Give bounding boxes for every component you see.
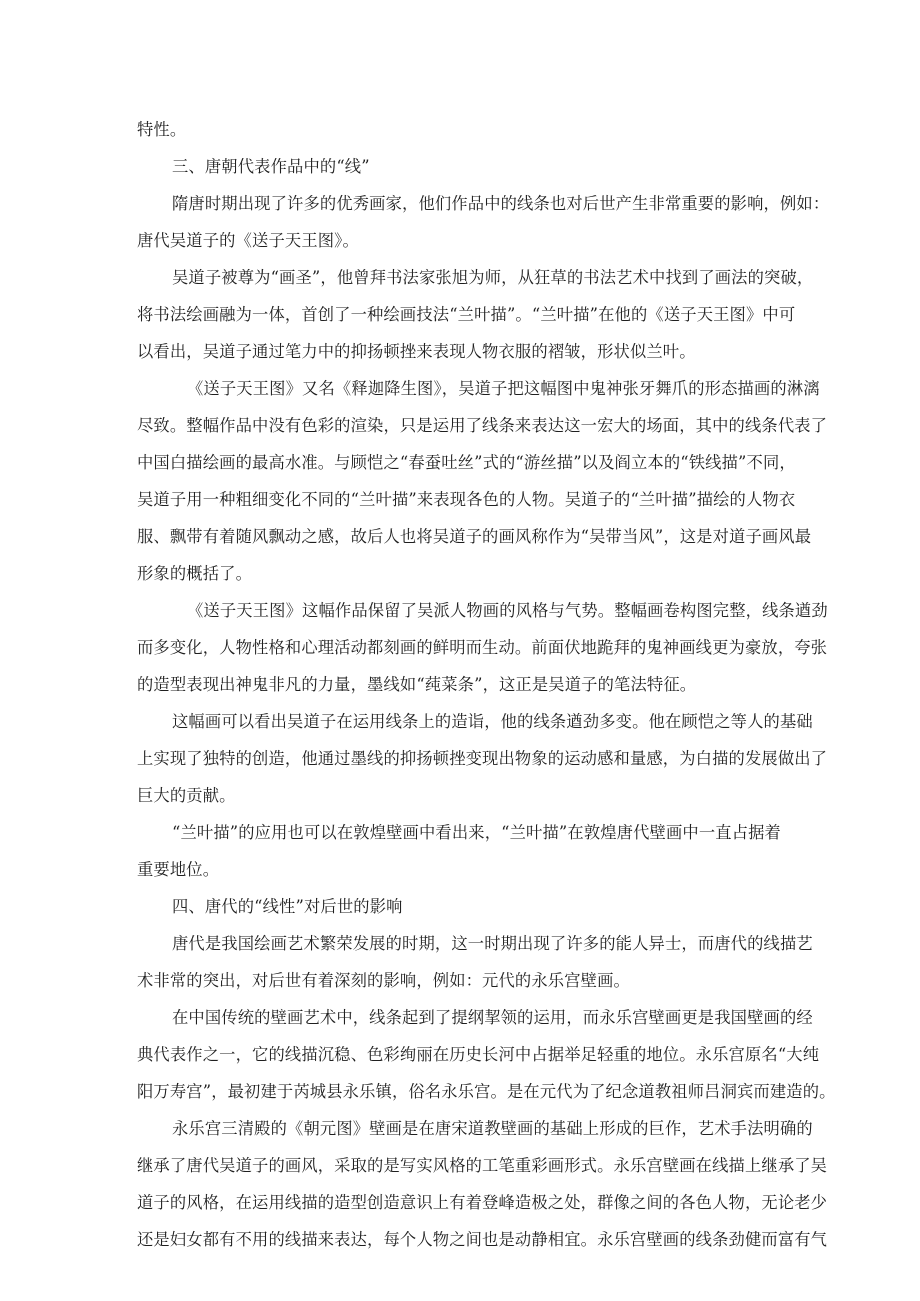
document-page: [137, 0, 836, 1301]
paragraph-line: 唐代吴道子的《送子天王图》。: [137, 231, 359, 250]
paragraph-line: 道子的风格，在运用线描的造型创造意识上有着登峰造极之处，群像之间的各色人物，无论老少: [137, 1193, 828, 1212]
paragraph-line: 典代表作之一，它的线描沉稳、色彩绚丽在历史长河中占据举足轻重的地位。永乐宫原名“大纯: [137, 1045, 820, 1064]
paragraph-line: 阳万寿宫”，最初建于芮城县永乐镇，俗名永乐宫。是在元代为了纪念道教祖师吕洞宾而建造的。: [137, 1082, 836, 1101]
paragraph-line: 而多变化，人物性格和心理活动都刻画的鲜明而生动。前面伏地跪拜的鬼神画线更为豪放，夸张: [137, 638, 828, 657]
paragraph-line: 形象的概括了。: [137, 564, 253, 583]
paragraph-line: 以看出，吴道子通过笔力中的抑扬顿挫来表现人物衣服的褶皱，形状似兰叶。: [137, 342, 696, 361]
section-heading-3: 三、唐朝代表作品中的“线”: [172, 157, 370, 176]
paragraph-line: 将书法绘画融为一体，首创了一种绘画技法“兰叶描”。“兰叶描”在他的《送子天王图》中可: [137, 305, 796, 324]
paragraph-line: 唐代是我国绘画艺术繁荣发展的时期，这一时期出现了许多的能人异士，而唐代的线描艺: [172, 934, 813, 953]
paragraph-line: “兰叶描”的应用也可以在敦煌壁画中看出来，“兰叶描”在敦煌唐代壁画中一直占据着: [172, 823, 781, 842]
paragraph-line: 重要地位。: [137, 860, 220, 879]
paragraph-line: 尽致。整幅作品中没有色彩的渲染，只是运用了线条来表达这一宏大的场面，其中的线条代表了: [137, 416, 828, 435]
paragraph-line: 中国白描绘画的最高水准。与顾恺之“春蚕吐丝”式的“游丝描”以及阎立本的“铁线描”不同，: [137, 453, 796, 472]
paragraph-line: 《送子天王图》这幅作品保留了吴派人物画的风格与气势。整幅画卷构图完整，线条遒劲: [187, 601, 828, 620]
paragraph-line: 《送子天王图》又名《释迦降生图》，吴道子把这幅图中鬼神张牙舞爪的形态描画的淋漓: [187, 379, 820, 398]
paragraph-line: 继承了唐代吴道子的画风，采取的是写实风格的工笔重彩画形式。永乐宫壁画在线描上继承了吴: [137, 1156, 828, 1175]
paragraph-line: 这幅画可以看出吴道子在运用线条上的造诣，他的线条遒劲多变。他在顾恺之等人的基础: [172, 712, 813, 731]
paragraph-line: 还是妇女都有不用的线描来表达，每个人物之间也是动静相宜。永乐宫壁画的线条劲健而富有气: [137, 1230, 828, 1249]
paragraph-line: 服、飘带有着随风飘动之感，故后人也将吴道子的画风称作为“吴带当风”，这是对道子画风最: [137, 527, 812, 546]
paragraph-line: 吴道子用一种粗细变化不同的“兰叶描”来表现各色的人物。吴道子的“兰叶描”描绘的人物衣: [137, 490, 796, 509]
paragraph-line: 术非常的突出，对后世有着深刻的影响，例如：元代的永乐宫壁画。: [137, 971, 630, 990]
paragraph-line: 的造型表现出神鬼非凡的力量，墨线如“莼菜条”，这正是吴道子的笔法特征。: [137, 675, 697, 694]
paragraph-line: 隋唐时期出现了许多的优秀画家，他们作品中的线条也对后世产生非常重要的影响，例如：: [172, 194, 830, 213]
paragraph-line: 特性。: [137, 120, 187, 139]
section-heading-4: 四、唐代的“线性”对后世的影响: [172, 897, 403, 916]
paragraph-line: 巨大的贡献。: [137, 786, 236, 805]
paragraph-line: 在中国传统的壁画艺术中，线条起到了提纲挈领的运用，而永乐宫壁画更是我国壁画的经: [172, 1008, 813, 1027]
paragraph-line: 吴道子被尊为“画圣”，他曾拜书法家张旭为师，从狂草的书法艺术中找到了画法的突破，: [172, 268, 814, 287]
paragraph-line: 上实现了独特的创造，他通过墨线的抑扬顿挫变现出物象的运动感和量感，为白描的发展做出了: [137, 749, 828, 768]
paragraph-line: 永乐宫三清殿的《朝元图》壁画是在唐宋道教壁画的基础上形成的巨作，艺术手法明确的: [172, 1119, 813, 1138]
